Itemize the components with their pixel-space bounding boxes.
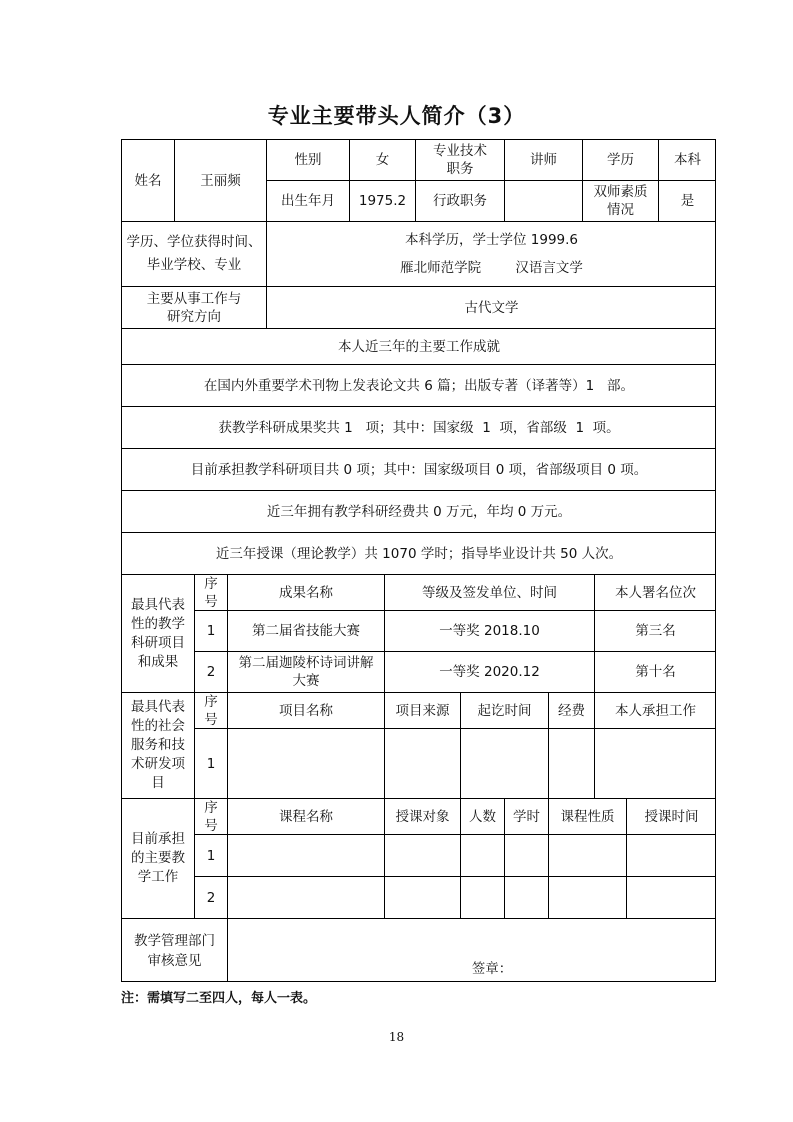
course-row-1-count [460,834,504,876]
course-row-1-name [227,834,384,876]
dual-label: 双师素质 情况 [582,180,658,221]
title-label: 专业技术 职务 [415,139,504,180]
rep-row-2-no: 2 [194,651,227,692]
course-header-nature: 课程性质 [548,798,626,834]
course-row-2-no: 2 [194,876,227,918]
rep-row-1-no: 1 [194,610,227,651]
social-header-name: 项目名称 [227,692,384,728]
education-line-1: 本科学历，学士学位 1999.6 [404,232,579,248]
rep-header-name: 成果名称 [227,574,384,610]
course-row-2-hours [504,876,548,918]
achievement-teaching: 近三年授课（理论教学）共 1070 学时；指导毕业设计共 50 人次。 [121,532,716,574]
education-line-2: 雁北师范学院 汉语言文学 [400,260,583,276]
name-value: 王丽频 [174,139,266,221]
course-row-1-hours [504,834,548,876]
social-header-role: 本人承担工作 [594,692,716,728]
representative-label: 最具代表 性的教学 科研项目 和成果 [121,574,194,692]
achievement-projects: 目前承担教学科研项目共 0 项；其中：国家级项目 0 项，省部级项目 0 项。 [121,448,716,490]
social-row-1-source [384,728,460,798]
gender-label: 性别 [266,139,349,180]
social-header-no: 序号 [194,692,227,728]
course-header-no: 序号 [194,798,227,834]
admin-label: 行政职务 [415,180,504,221]
social-header-source: 项目来源 [384,692,460,728]
social-header-period: 起讫时间 [460,692,548,728]
achievements-heading: 本人近三年的主要工作成就 [121,328,716,364]
course-header-hours: 学时 [504,798,548,834]
research-label: 主要从事工作与 研究方向 [121,286,266,328]
title-value: 讲师 [504,139,582,180]
birth-value: 1975.2 [349,180,415,221]
achievement-papers: 在国内外重要学术刊物上发表论文共 6 篇；出版专著（译著等）1 部。 [121,364,716,406]
courses-label: 目前承担 的主要教 学工作 [121,798,194,918]
rep-row-1-name: 第二届省技能大赛 [227,610,384,651]
education-value [266,221,716,286]
education-label: 学历、学位获得时间、 毕业学校、专业 [121,221,266,286]
achievement-funding: 近三年拥有教学科研经费共 0 万元，年均 0 万元。 [121,490,716,532]
rep-header-no: 序号 [194,574,227,610]
social-header-funding: 经费 [548,692,594,728]
review-opinion-area [227,918,716,982]
course-row-2-time [626,876,716,918]
social-row-1-period [460,728,548,798]
course-row-2-target [384,876,460,918]
course-row-2-name [227,876,384,918]
course-row-2-nature [548,876,626,918]
course-row-2-count [460,876,504,918]
course-header-count: 人数 [460,798,504,834]
rep-row-1-level: 一等奖 2018.10 [384,610,594,651]
course-header-name: 课程名称 [227,798,384,834]
achievement-awards: 获教学科研成果奖共 1 项；其中：国家级 1 项，省部级 1 项。 [121,406,716,448]
social-label: 最具代表 性的社会 服务和技 术研发项 目 [121,692,194,798]
review-sign-label: 签章： [471,961,513,977]
rep-header-rank: 本人署名位次 [594,574,716,610]
course-header-target: 授课对象 [384,798,460,834]
footnote: 注：需填写二至四人，每人一表。 [121,991,317,1006]
course-header-time: 授课时间 [626,798,716,834]
page-number: 18 [388,1030,405,1044]
rep-row-2-rank: 第十名 [594,651,716,692]
name-label: 姓名 [121,139,174,221]
rep-row-2-level: 一等奖 2020.12 [384,651,594,692]
review-label: 教学管理部门 审核意见 [121,918,227,982]
dual-value: 是 [658,180,716,221]
rep-header-level: 等级及签发单位、时间 [384,574,594,610]
social-row-1-role [594,728,716,798]
admin-value [504,180,582,221]
social-row-1-funding [548,728,594,798]
course-row-1-time [626,834,716,876]
research-value: 古代文学 [266,286,716,328]
edu-value: 本科 [658,139,716,180]
social-row-1-name [227,728,384,798]
course-row-1-no: 1 [194,834,227,876]
gender-value: 女 [349,139,415,180]
course-row-1-nature [548,834,626,876]
edu-label: 学历 [582,139,658,180]
course-row-1-target [384,834,460,876]
social-row-1-no: 1 [194,728,227,798]
rep-row-1-rank: 第三名 [594,610,716,651]
birth-label: 出生年月 [266,180,349,221]
rep-row-2-name: 第二届迦陵杯诗词讲解 大赛 [227,651,384,692]
page-title: 专业主要带头人简介（3） [267,104,526,128]
